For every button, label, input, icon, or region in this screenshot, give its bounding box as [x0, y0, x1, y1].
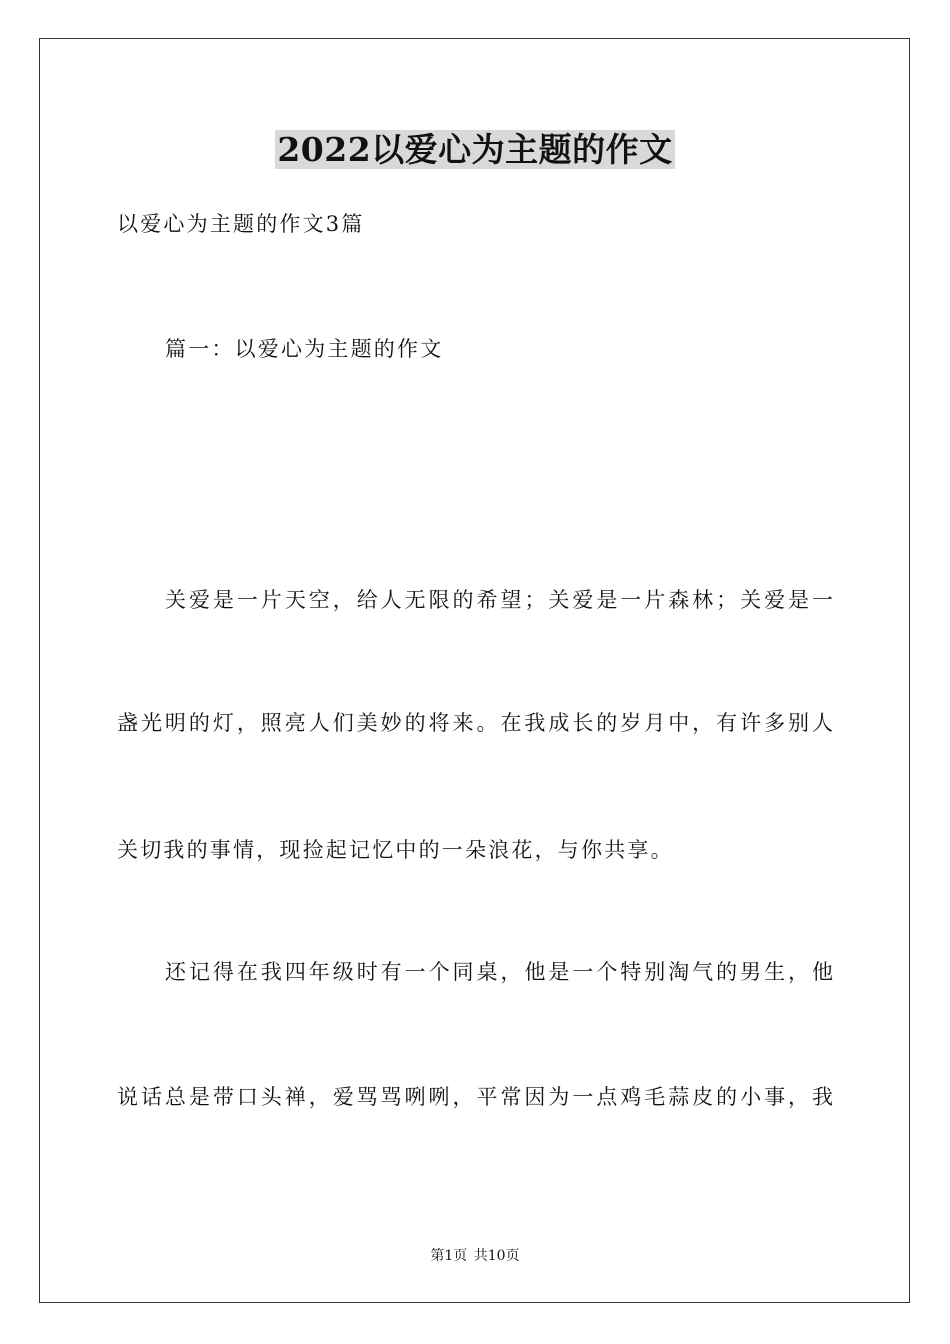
paragraph-line-5: 说话总是带口头禅，爱骂骂咧咧，平常因为一点鸡毛蒜皮的小事，我 — [117, 1085, 833, 1109]
document-subtitle: 以爱心为主题的作文3篇 — [117, 212, 365, 236]
title-text: 2022以爱心为主题的作文 — [277, 130, 673, 169]
section-heading: 篇一：以爱心为主题的作文 — [165, 337, 444, 361]
paragraph-line-3: 关切我的事情，现捡起记忆中的一朵浪花，与你共享。 — [117, 838, 674, 862]
page-footer — [0, 1246, 950, 1266]
document-title — [0, 128, 950, 172]
page-number: 第1页 — [430, 1248, 468, 1264]
page-total: 共10页 — [473, 1248, 520, 1264]
paragraph-line-1: 关爱是一片天空，给人无限的希望；关爱是一片森林；关爱是一 — [165, 588, 833, 612]
paragraph-line-4: 还记得在我四年级时有一个同桌，他是一个特别淘气的男生，他 — [165, 960, 833, 984]
paragraph-line-2: 盏光明的灯，照亮人们美妙的将来。在我成长的岁月中，有许多别人 — [117, 711, 833, 735]
